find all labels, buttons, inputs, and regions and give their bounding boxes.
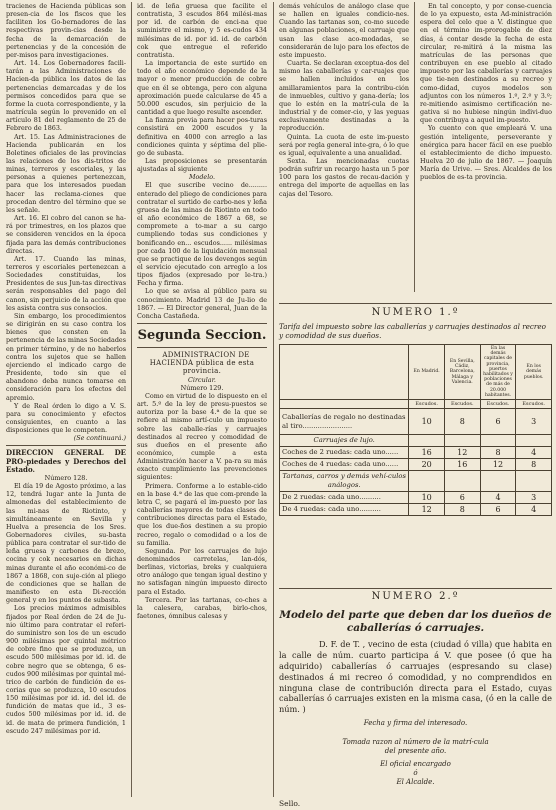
table-cell [480, 471, 516, 492]
paragraph: id. de leña gruesa que facilite el contratista, 3 escudos 864 milési-mas por id. de carbón de enci-na que suministre el mismo, y 5 es-cudos 434 milésimas de id. por id. id. de carbón cok que entregue el referido contratista. [137, 2, 267, 59]
paragraph: Sexta. Las mencionadas cuotas podrán sufrir un recargo hasta un 5 por 100 para los gastos de recau-dación y entrega del importe de aquellas en las cajas del Tesoro. [279, 156, 409, 198]
table-unit-row [280, 400, 552, 409]
tariff-heading: NUMERO 1.º [371, 307, 460, 318]
item-number: Número 129. [180, 383, 224, 392]
tariff-subtitle: Tarifa del impuesto sobre las caballerías y carruajes destinados al recreo y comodidad de sus dueños. [279, 322, 546, 340]
column-1 [6, 2, 126, 797]
article-14: Art. 14. Los Gobernadores facili-tarán a las Administraciones de Hacien-da pública los datos de las pertenencias demarcadas y de los permisos concedidos para que se forme la cuota correspondiente, y la matrícula según lo prevenido en el artículo 81 del reglamento de 25 de Febrero de 1863. [6, 59, 126, 133]
paragraph: Yo cuento con que empleará V. una gestión inteligente, perseverante y enérgica para hacer fácil en ese pueblo el establecimiento de dicho impuesto. Huelva 20 de julio de 1867. — Joaquín María de Urive. — Sres. Alcaldes de los pueblos de es-ta provincia. [420, 124, 552, 182]
model-section [279, 585, 552, 810]
mayor-label: El Alcalde. [396, 778, 435, 787]
table-cell [280, 400, 409, 409]
row-label: De 2 ruedas: cada uno.......... [280, 492, 409, 504]
table-cell: 3 [516, 409, 552, 435]
paragraph: Las proposiciones se presentarán ajustadas al siguiente [137, 156, 267, 174]
paragraph: demás vehículos de análogo clase que se hallen en iguales condicio-nes. Cuando las tartanas son, co-mo sucede en algunas poblaciones, el carruaje que usan las clase aco-modadas, se considerarán de lujo para los efectos de este impuesto. [279, 2, 409, 59]
column-rule [414, 2, 415, 292]
table-cell [516, 435, 552, 447]
column-rule [273, 2, 274, 797]
table-cell: 8 [480, 447, 516, 459]
column-2 [137, 2, 267, 797]
row-label: Coches de 4 ruedas: cada uno...... [280, 459, 409, 471]
paragraph: El día 19 de Agosto próximo, a las 12, tendrá lugar ante la Junta de almonedas del establecimiento de las mi-nas de Riotinto, y simultáneamente en Sevilla y Huelva a presencia de los Sres. Gobernadores civiles, su-basta pública para contratar el sur-tido de leña gruesa y carbones de brezo, cocina y cok necesarios en dichas minas durante el año económi-co de 1867 a 1868, con suje-ción al pliego de condiciones que se hallan de manifiesto en esta Di-rección general y en los puntos de subasta. [6, 482, 126, 605]
paragraph: Primera. Conforme a lo estable-cido en la base 4.ª de las que com-prende la letra C, se pagará el im-puesto por las caballerías mayores de todas clases de contribuciones directas para el Estado, que los due-ños destinen a su propio recreo, regalo o comodidad o a los de su familia. [137, 481, 267, 547]
paragraph: Segunda. Por los carruajes de lujo denominados carretelas, lan-dós, berlinas, victorias, breks y cualquiera otro análogo que tengan igual destino y no satisfagan ningún impuesto directo para el Estado. [137, 546, 267, 596]
table-cell: 4 [516, 504, 552, 516]
table-cell: 6 [480, 409, 516, 435]
row-label: Carruajes de lujo. [280, 435, 409, 447]
article-16: Art. 16. El cobro del canon se ha-rá por trimestres, en los plazos que se consideren vencidos en la época fijada para las demás contribuciones directas. [6, 214, 126, 255]
table-header: En Sevilla, Cádiz, Barcelona, Málaga y Valencia. [444, 345, 480, 400]
table-cell [480, 435, 516, 447]
paragraph: Tercera. Por las tartanas, co-ches a la calesera, carabas, birlo-chos, faetones, ómnibus calesas y [137, 595, 267, 621]
table-header: En Madrid. [409, 345, 445, 400]
divider [137, 323, 267, 324]
article-17: Art. 17. Cuando las minas, terreros y escoriales pertenezcan a Sociedades constituidas, los Presidentes de sus Jun-tas directivas serán responsables del pago del canon, sin perjuicio de la acción que les asista contra sus consocios. [6, 254, 126, 312]
or-label: ó [413, 769, 418, 778]
row-label: Tartanas, carros y demás vehí-culos análogos. [280, 471, 409, 492]
paragraph: El que suscribe vecino de......... enterado del pliego de condiciones para contratar el surtido de carbo-nes y leña gruesa de las minas de Riotinto en todo el año económico de 1867 a 68, se compromete a to-mar a su cargo cumpliendo todas sus condiciones y bonificando en... escudos...... milésimas por cada 100 de la liquidación mensual que se practique de los devengos según el servicio ejecutado con arreglo a los tipos fijados (expresado por le-tra.) Fecha y firma. [137, 181, 267, 288]
row-label: Caballerías de regalo no destinadas al tiro....................... [280, 409, 409, 435]
paragraph: Cuarta. Se declaran exceptua-dos del mismo las caballerías y car-ruajes que se hallen incluidos en los amillaramientos para la contribu-ción de inmuebles, cultivo y gana-dería; los que lo estén en la matrí-cula de la industrial y de comer-cio, y las yeguas exclusivamente destinadas a la reproducción. [279, 59, 409, 133]
table-cell: 16 [444, 459, 480, 471]
divider [6, 445, 126, 446]
paragraph: Como en virtud de lo dispuesto en el art. 5.º de la ley de presu-puestos se autoriza por la base 4.ª de la que se refiere al mismo artí-culo un impuesto sobre las caballe-rías y carruajes destinados al recreo y comodidad de sus dueños en el presente año económico, cumple a esta Administración hacer a V. pa-ra su más exacto cumplimiento las prevenciones siguientes: [137, 391, 267, 482]
table-cell: 8 [444, 504, 480, 516]
model-heading: Modelo. [188, 173, 216, 182]
row-label: De 4 ruedas: cada uno.......... [280, 504, 409, 516]
circular-label: Circular. [188, 375, 216, 384]
article-15: Art. 15. Las Administraciones de Hacienda publicarán en los Boletines oficiales de las provincias las relaciones de los dis-tritos de minas, terreros y escoriales, y las personas a quienes pertenezcan, para que los interesados puedan hacer las reclama-ciones que procedan dentro del término que se les señale. [6, 132, 126, 214]
intro-paragraph: tracienes de Hacienda públicas son presen-cia de los fiscos que les faciliten los Go-bernadores de las respectivas provin-cias desde la fecha de la demarcación de pertenencias y de la concesión de per-misos para investigaciones. [6, 2, 126, 59]
row-label: Coches de 2 ruedas: cada uno...... [280, 447, 409, 459]
paragraph: Sin embargo, los procedimientos se dirigirán en su caso contra los bienes que consten en la pertenencia de las minas Sociedades en primer término, y de no haberlos contra los sujetos que se hallen ejerciendo el indicado cargo de Presidente, todo sin que el abandono deba nunca tomarse en consideración para los efectos del apremio. [6, 311, 126, 402]
table-cell [516, 471, 552, 492]
clerk-label: El oficial encargado [380, 760, 451, 769]
table-row [280, 459, 552, 471]
model-heading: NUMERO 2.º [371, 591, 460, 602]
column-rule [131, 2, 132, 797]
tariff-table [279, 344, 552, 516]
continue-note: (Se continuará.) [73, 434, 126, 443]
table-cell: 6 [480, 504, 516, 516]
table-row [280, 435, 552, 447]
table-row [280, 504, 552, 516]
table-cell: 12 [480, 459, 516, 471]
table-cell: 10 [409, 492, 445, 504]
table-row [280, 409, 552, 435]
table-cell [444, 435, 480, 447]
table-cell [444, 471, 480, 492]
divider [279, 303, 552, 304]
model-title: Modelo del parte que deben dar los dueños de caballerías ó carruajes. [279, 608, 552, 634]
table-cell: 12 [444, 447, 480, 459]
registry-note: Tomada razon al número de la matrí-cula del presente año. [342, 738, 489, 756]
table-cell: 12 [409, 504, 445, 516]
table-row [280, 471, 552, 492]
table-cell: 8 [516, 459, 552, 471]
table-cell: 3 [516, 492, 552, 504]
table-header-empty [280, 345, 409, 400]
table-cell: 16 [409, 447, 445, 459]
column-4 [420, 2, 552, 294]
section-title: DIRECCION GENERAL DE PRO-piedades y Derechos del Estado. [6, 448, 126, 474]
unit-label: Escudos. [480, 400, 516, 409]
administration-title: ADMINISTRACION DE HACIENDA pública de esta provincia. [149, 351, 255, 376]
table-header-row [280, 345, 552, 400]
column-3 [279, 2, 409, 294]
paragraph: La importancia de este surtido en todo el año económico depende de la mayor o menor producción de cobre que en él se obtenga, pero con alguna aproximación puede calcularse de 45 a 50.000 escudos, sin perjuicio de la cantidad a que luego resulte ascender. [137, 59, 267, 117]
signature-note: Fecha y firma del interesado. [363, 719, 468, 728]
table-row [280, 447, 552, 459]
table-row [280, 492, 552, 504]
divider [279, 588, 552, 589]
table-header: En los demás pueblos. [516, 345, 552, 400]
paragraph: Lo que se avisa al público para su conocimiento. Madrid 13 de Ju-lio de 1867. — El Director general, Juan de la Concha Castañeda. [137, 287, 267, 320]
paragraph: Los precios máximos admisibles fijados por Real órden de 24 de Ju-nio último para contratar el referi-do suministro son los de un escudo 900 milésimas por quintal métrico de cobre fino que se produzca, un escudo 500 milésimas por id. id. de cobre negro que se obtenga, 6 es-cudos 900 milésimas por quintal mé-trico de carbón de fundición de es-corias que se produzca, 10 escudos 150 milésimas por id. id. del id. de fundición de matas que id., 3 es-cudos 500 milésimas por id. id. de id. de mata de primera fundición, 1 escudo 247 milésimas por id. [6, 604, 126, 735]
table-cell: 20 [409, 459, 445, 471]
paragraph: En tal concepto, y por conse-cuencia de lo ya expuesto, esta Ad-ministración espera del celo que a V. distingue que en el término im-prorogable de diez días, á contar desde la fecha de esta circular, re-mitirá á la misma las matrículas de las personas que contribuyen en ese pueblo al citado impuesto por las caballerías y carruajes que tie-nen destinados a su recreo y como-didad, cuyos modelos son adjuntos con los números 1.º, 2.º y 3.º; re-mitiendo asimismo certificación ne-gativa si no hubiese ningún indivi-duo que contribuya a aquel im-puesto. [420, 2, 552, 125]
table-cell: 10 [409, 409, 445, 435]
table-cell: 4 [516, 447, 552, 459]
item-number: Número 128. [44, 473, 88, 482]
seal-label: Sello. [279, 799, 301, 809]
unit-label: Escudos. [444, 400, 480, 409]
paragraph: Y de Real órden lo digo a V. S. para su conocimiento y efectos consiguientes, en cuanto a las disposiciones que le competen. [6, 401, 126, 435]
paragraph: La fianza previa para hacer pos-turas consistirá en 2000 escudos y la definitiva en 4000 con arreglo a las condiciones quinta y séptima del plie-go de subasta. [137, 116, 267, 157]
model-body: D. F. de T. , vecino de esta (ciudad ó villa) que habita en la calle de núm. cuarto participa á V. que posee (ó que ha adquirido) caballerías ó carruajes (espresando su clase) destinados á mi recreo ó comodidad, y no comprendidos en ninguna clase de contribución directa para el Estado, cuyas caballerías ó carruajes existen en la misma casa, (ó en la calle de núm. ) [279, 638, 552, 715]
paragraph: Quinta. La cuota de este im-puesto será por regla general inte-gra, ó lo que es igual, equivalente a una anualidad. [279, 132, 409, 157]
unit-label: Escudos. [516, 400, 552, 409]
table-cell [409, 435, 445, 447]
section-heading: Segunda Seccion. [137, 328, 267, 344]
table-cell: 8 [444, 409, 480, 435]
table-cell: 4 [480, 492, 516, 504]
table-cell [409, 471, 445, 492]
table-header: En las demás capitales de provincia, puertos habilitados y poblaciones de más de 20.000 habitantes. [480, 345, 516, 400]
tariff-section [279, 300, 552, 516]
unit-label: Escudos. [409, 400, 445, 409]
divider [137, 347, 267, 348]
table-cell: 6 [444, 492, 480, 504]
